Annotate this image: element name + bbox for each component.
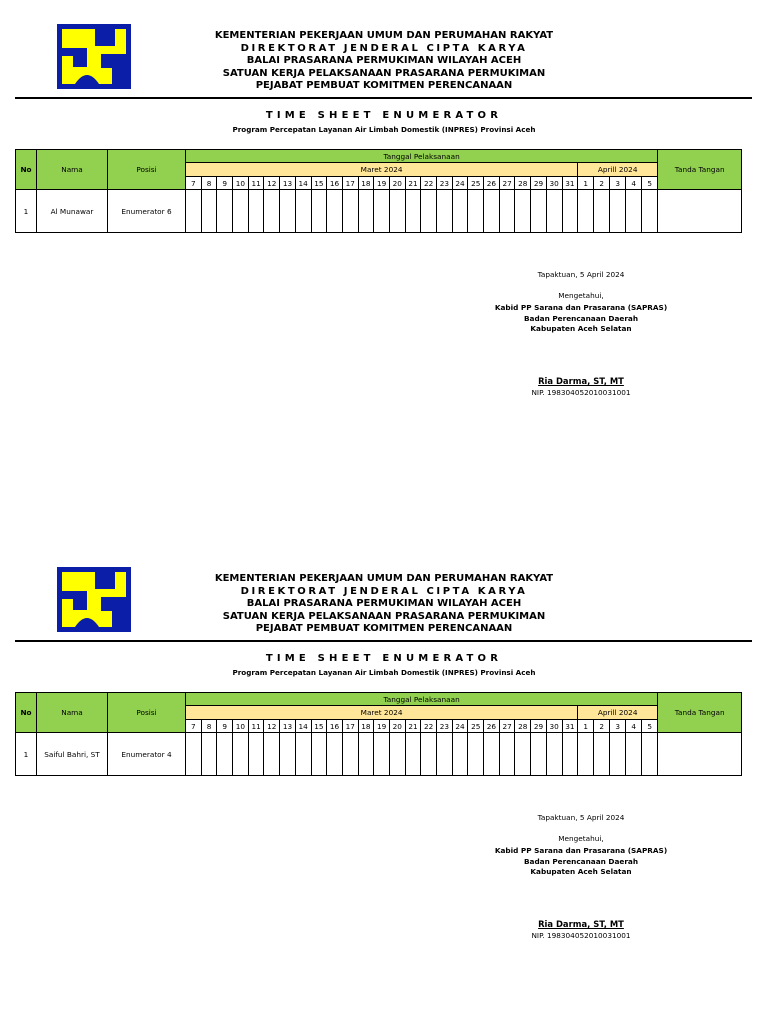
- day-entry-cell[interactable]: [578, 190, 594, 233]
- header-nama: Nama: [37, 150, 108, 190]
- day-cell: 1: [578, 177, 594, 190]
- day-cell: 18: [358, 177, 374, 190]
- day-entry-cell[interactable]: [405, 190, 421, 233]
- day-cell: 15: [311, 720, 327, 733]
- day-entry-cell[interactable]: [311, 733, 327, 776]
- signature-title-3: Kabupaten Aceh Selatan: [530, 324, 632, 333]
- day-entry-cell[interactable]: [389, 190, 405, 233]
- day-cell: 13: [280, 177, 296, 190]
- day-cell: 7: [186, 720, 202, 733]
- day-entry-cell[interactable]: [374, 190, 390, 233]
- header-month-april: Aprill 2024: [578, 706, 658, 720]
- day-entry-cell[interactable]: [233, 190, 249, 233]
- day-cell: 16: [327, 177, 343, 190]
- day-cell: 11: [248, 720, 264, 733]
- day-entry-cell[interactable]: [610, 733, 626, 776]
- day-entry-cell[interactable]: [452, 190, 468, 233]
- day-cell: 2: [594, 720, 610, 733]
- table-row: [16, 733, 742, 776]
- day-cell: 27: [499, 177, 515, 190]
- day-entry-cell[interactable]: [531, 190, 547, 233]
- day-cell: 29: [531, 720, 547, 733]
- day-cell: 17: [342, 177, 358, 190]
- day-cell: 2: [594, 177, 610, 190]
- day-entry-cell[interactable]: [233, 733, 249, 776]
- day-entry-cell[interactable]: [578, 733, 594, 776]
- header-line-5: PEJABAT PEMBUAT KOMITMEN PERENCANAAN: [255, 623, 513, 635]
- ministry-header: [200, 573, 568, 636]
- day-cell: 5: [642, 177, 658, 190]
- day-cell: 22: [421, 177, 437, 190]
- day-entry-cell[interactable]: [626, 190, 642, 233]
- day-entry-cell[interactable]: [311, 190, 327, 233]
- signatory-name: Ria Darma, ST, MT: [538, 919, 624, 929]
- day-cell: 1: [578, 720, 594, 733]
- row-no: 1: [16, 733, 37, 776]
- header-month-maret: Maret 2024: [186, 706, 578, 720]
- day-cell: 21: [405, 720, 421, 733]
- day-cell: 25: [468, 720, 484, 733]
- header-month-april: Aprill 2024: [578, 163, 658, 177]
- header-line-4: SATUAN KERJA PELAKSANAAN PRASARANA PERMUKIMAN: [222, 610, 546, 622]
- day-entry-cell[interactable]: [201, 190, 217, 233]
- day-cell: 20: [389, 720, 405, 733]
- day-cell: 4: [626, 720, 642, 733]
- day-entry-cell[interactable]: [342, 733, 358, 776]
- signature-known: Mengetahui,: [558, 291, 604, 300]
- day-cell: 8: [201, 177, 217, 190]
- day-cell: 19: [374, 720, 390, 733]
- day-cell: 13: [280, 720, 296, 733]
- day-entry-cell[interactable]: [264, 733, 280, 776]
- day-cell: 26: [484, 177, 500, 190]
- day-cell: 10: [233, 720, 249, 733]
- day-cell: 16: [327, 720, 343, 733]
- day-cell: 27: [499, 720, 515, 733]
- day-cell: 31: [562, 720, 578, 733]
- day-entry-cell[interactable]: [186, 190, 202, 233]
- day-cell: 28: [515, 720, 531, 733]
- day-cell: 23: [437, 720, 453, 733]
- day-entry-cell[interactable]: [421, 190, 437, 233]
- day-entry-cell[interactable]: [546, 190, 562, 233]
- header-nama: Nama: [37, 693, 108, 733]
- signature-title-3: Kabupaten Aceh Selatan: [530, 867, 632, 876]
- signatory-name: Ria Darma, ST, MT: [538, 376, 624, 386]
- day-entry-cell[interactable]: [499, 190, 515, 233]
- day-cell: 11: [248, 177, 264, 190]
- day-entry-cell[interactable]: [342, 190, 358, 233]
- day-entry-cell[interactable]: [515, 733, 531, 776]
- header-line-1: KEMENTERIAN PEKERJAAN UMUM DAN PERUMAHAN RAKYAT: [214, 573, 554, 584]
- day-cell: 30: [546, 177, 562, 190]
- signature-title-2: Badan Perencanaan Daerah: [523, 314, 639, 323]
- signature-cell[interactable]: [658, 190, 742, 233]
- day-entry-cell[interactable]: [374, 733, 390, 776]
- day-cell: 5: [642, 720, 658, 733]
- day-entry-cell[interactable]: [248, 190, 264, 233]
- day-cell: 23: [437, 177, 453, 190]
- document-title: TIME SHEET ENUMERATOR: [265, 110, 503, 121]
- day-entry-cell[interactable]: [280, 190, 296, 233]
- day-entry-cell[interactable]: [217, 190, 233, 233]
- signatory-nip: NIP. 198304052010031001: [531, 388, 631, 397]
- day-cell: 4: [626, 177, 642, 190]
- day-entry-cell[interactable]: [642, 190, 658, 233]
- day-entry-cell[interactable]: [546, 733, 562, 776]
- signatory-nip: NIP. 198304052010031001: [531, 931, 631, 940]
- header-no: No: [16, 693, 37, 733]
- header-no: No: [16, 150, 37, 190]
- signature-known: Mengetahui,: [558, 834, 604, 843]
- day-entry-cell[interactable]: [264, 190, 280, 233]
- day-entry-cell[interactable]: [186, 733, 202, 776]
- header-line-3: BALAI PRASARANA PERMUKIMAN WILAYAH ACEH: [246, 598, 522, 610]
- day-cell: 3: [610, 720, 626, 733]
- header-tanggal: Tanggal Pelaksanaan: [186, 693, 658, 706]
- day-entry-cell[interactable]: [405, 733, 421, 776]
- day-entry-cell[interactable]: [421, 733, 437, 776]
- header-line-2: DIREKTORAT JENDERAL CIPTA KARYA: [240, 42, 528, 54]
- day-entry-cell[interactable]: [642, 733, 658, 776]
- day-entry-cell[interactable]: [594, 733, 610, 776]
- day-cell: 26: [484, 720, 500, 733]
- day-cell: 12: [264, 177, 280, 190]
- header-tanda-tangan: Tanda Tangan: [658, 150, 742, 190]
- day-entry-cell[interactable]: [248, 733, 264, 776]
- day-cell: 15: [311, 177, 327, 190]
- document-title: TIME SHEET ENUMERATOR: [265, 653, 503, 664]
- day-cell: 22: [421, 720, 437, 733]
- pu-logo-icon: [57, 567, 131, 632]
- day-cell: 25: [468, 177, 484, 190]
- header-line-2: DIREKTORAT JENDERAL CIPTA KARYA: [240, 585, 528, 597]
- day-cell: 12: [264, 720, 280, 733]
- day-entry-cell[interactable]: [437, 733, 453, 776]
- timesheet-page: [0, 18, 768, 438]
- header-month-maret: Maret 2024: [186, 163, 578, 177]
- day-cell: 17: [342, 720, 358, 733]
- day-entry-cell[interactable]: [499, 733, 515, 776]
- header-line-5: PEJABAT PEMBUAT KOMITMEN PERENCANAAN: [255, 80, 513, 92]
- signature-title-2: Badan Perencanaan Daerah: [523, 857, 639, 866]
- day-cell: 29: [531, 177, 547, 190]
- row-posisi: Enumerator 4: [108, 733, 186, 776]
- header-divider: [15, 640, 752, 642]
- header-divider: [15, 97, 752, 99]
- day-entry-cell[interactable]: [468, 190, 484, 233]
- signature-title-1: Kabid PP Sarana dan Prasarana (SAPRAS): [494, 846, 668, 855]
- header-line-3: BALAI PRASARANA PERMUKIMAN WILAYAH ACEH: [246, 55, 522, 67]
- ministry-header: [200, 30, 568, 93]
- day-entry-cell[interactable]: [452, 733, 468, 776]
- day-entry-cell[interactable]: [280, 733, 296, 776]
- day-entry-cell[interactable]: [358, 733, 374, 776]
- header-tanda-tangan: Tanda Tangan: [658, 693, 742, 733]
- day-cell: 7: [186, 177, 202, 190]
- day-entry-cell[interactable]: [594, 190, 610, 233]
- day-entry-cell[interactable]: [295, 190, 311, 233]
- timesheet-page: [0, 561, 768, 981]
- timesheet-table: [15, 149, 742, 233]
- signature-cell[interactable]: [658, 733, 742, 776]
- day-entry-cell[interactable]: [610, 190, 626, 233]
- day-entry-cell[interactable]: [531, 733, 547, 776]
- day-entry-cell[interactable]: [217, 733, 233, 776]
- table-row: [16, 190, 742, 233]
- day-cell: 30: [546, 720, 562, 733]
- header-posisi: Posisi: [108, 150, 186, 190]
- header-posisi: Posisi: [108, 693, 186, 733]
- day-cell: 14: [295, 720, 311, 733]
- day-cell: 18: [358, 720, 374, 733]
- day-entry-cell[interactable]: [389, 733, 405, 776]
- pu-logo-icon: [57, 24, 131, 89]
- header-tanggal: Tanggal Pelaksanaan: [186, 150, 658, 163]
- day-cell: 31: [562, 177, 578, 190]
- timesheet-table: [15, 692, 742, 776]
- row-no: 1: [16, 190, 37, 233]
- day-cell: 20: [389, 177, 405, 190]
- row-posisi: Enumerator 6: [108, 190, 186, 233]
- signature-place-date: Tapaktuan, 5 April 2024: [537, 813, 625, 822]
- day-entry-cell[interactable]: [626, 733, 642, 776]
- row-nama: Saiful Bahri, ST: [37, 733, 108, 776]
- day-cell: 19: [374, 177, 390, 190]
- signature-place-date: Tapaktuan, 5 April 2024: [537, 270, 625, 279]
- day-cell: 9: [217, 720, 233, 733]
- document-subtitle: Program Percepatan Layanan Air Limbah Domestik (INPRES) Provinsi Aceh: [232, 125, 536, 134]
- day-cell: 24: [452, 720, 468, 733]
- day-entry-cell[interactable]: [358, 190, 374, 233]
- day-cell: 9: [217, 177, 233, 190]
- day-entry-cell[interactable]: [295, 733, 311, 776]
- day-entry-cell[interactable]: [484, 733, 500, 776]
- day-entry-cell[interactable]: [201, 733, 217, 776]
- day-entry-cell[interactable]: [327, 190, 343, 233]
- day-entry-cell[interactable]: [468, 733, 484, 776]
- document-subtitle: Program Percepatan Layanan Air Limbah Domestik (INPRES) Provinsi Aceh: [232, 668, 536, 677]
- day-cell: 8: [201, 720, 217, 733]
- day-cell: 10: [233, 177, 249, 190]
- day-entry-cell[interactable]: [562, 733, 578, 776]
- header-line-4: SATUAN KERJA PELAKSANAAN PRASARANA PERMUKIMAN: [222, 67, 546, 79]
- signature-title-1: Kabid PP Sarana dan Prasarana (SAPRAS): [494, 303, 668, 312]
- day-entry-cell[interactable]: [562, 190, 578, 233]
- row-nama: Al Munawar: [37, 190, 108, 233]
- day-cell: 14: [295, 177, 311, 190]
- day-cell: 21: [405, 177, 421, 190]
- day-cell: 3: [610, 177, 626, 190]
- day-cell: 28: [515, 177, 531, 190]
- day-cell: 24: [452, 177, 468, 190]
- day-entry-cell[interactable]: [327, 733, 343, 776]
- day-entry-cell[interactable]: [437, 190, 453, 233]
- header-line-1: KEMENTERIAN PEKERJAAN UMUM DAN PERUMAHAN RAKYAT: [214, 30, 554, 41]
- day-entry-cell[interactable]: [515, 190, 531, 233]
- day-entry-cell[interactable]: [484, 190, 500, 233]
